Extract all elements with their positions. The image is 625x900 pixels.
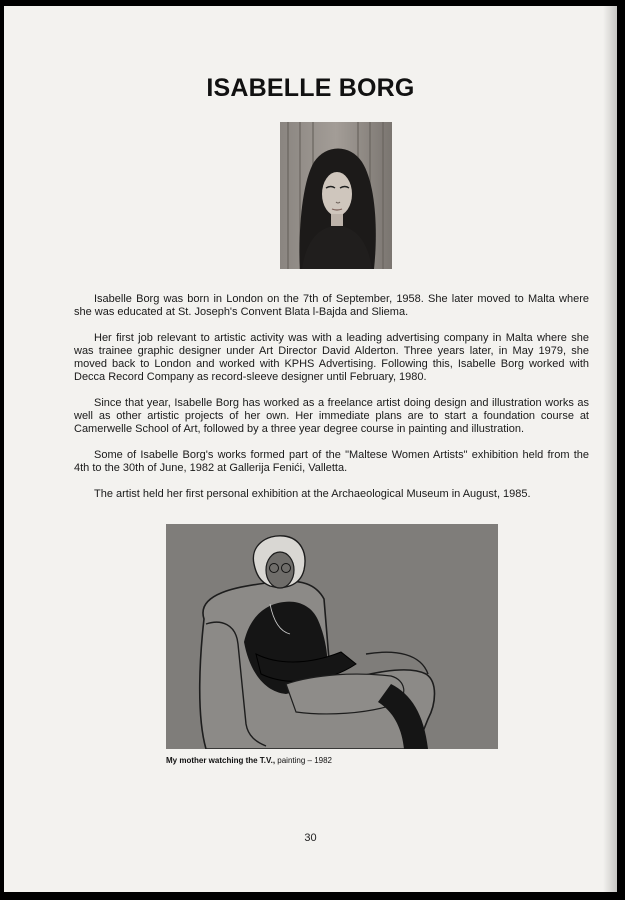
painting-reproduction: [166, 524, 498, 749]
painting-title: My mother watching the T.V.,: [166, 756, 276, 765]
biography-paragraph: Since that year, Isabelle Borg has worked as a freelance artist doing design and illustration works as well as other artistic projects of her own. Her immediate plans are to start a foundation course at Camerwelle School of Art, followed by a three year degree course in painting and illustration.: [74, 397, 589, 435]
painting-caption: [166, 756, 332, 765]
biography-paragraph: The artist held her first personal exhibition at the Archaeological Museum in August, 1985.: [94, 488, 531, 500]
painting-medium-year: painting – 1982: [275, 756, 332, 765]
document-page: [4, 6, 617, 892]
page-title: ISABELLE BORG: [206, 74, 415, 102]
page-number: 30: [304, 832, 317, 844]
biography-paragraph: Some of Isabelle Borg's works formed part of the "Maltese Women Artists" exhibition held from the 4th to the 30th of June, 1982 at Gallerija Fenići, Valletta.: [74, 449, 589, 474]
page-spine-shadow: [603, 6, 617, 892]
biography-text: [74, 293, 589, 514]
artist-portrait-photo: [280, 122, 392, 269]
biography-paragraph: Isabelle Borg was born in London on the 7th of September, 1958. She later moved to Malta where she was educated at St. Joseph's Convent Blata l-Bajda and Sliema.: [74, 293, 589, 318]
biography-paragraph: Her first job relevant to artistic activity was with a leading advertising company in Malta where she was trainee graphic designer under Art Director David Alderton. Three years later, in May 1979, she moved back to London and worked with KPHS Advertising. Following this, Isabelle Borg worked with Decca Record Company as record-sleeve designer until February, 1980.: [74, 332, 589, 383]
